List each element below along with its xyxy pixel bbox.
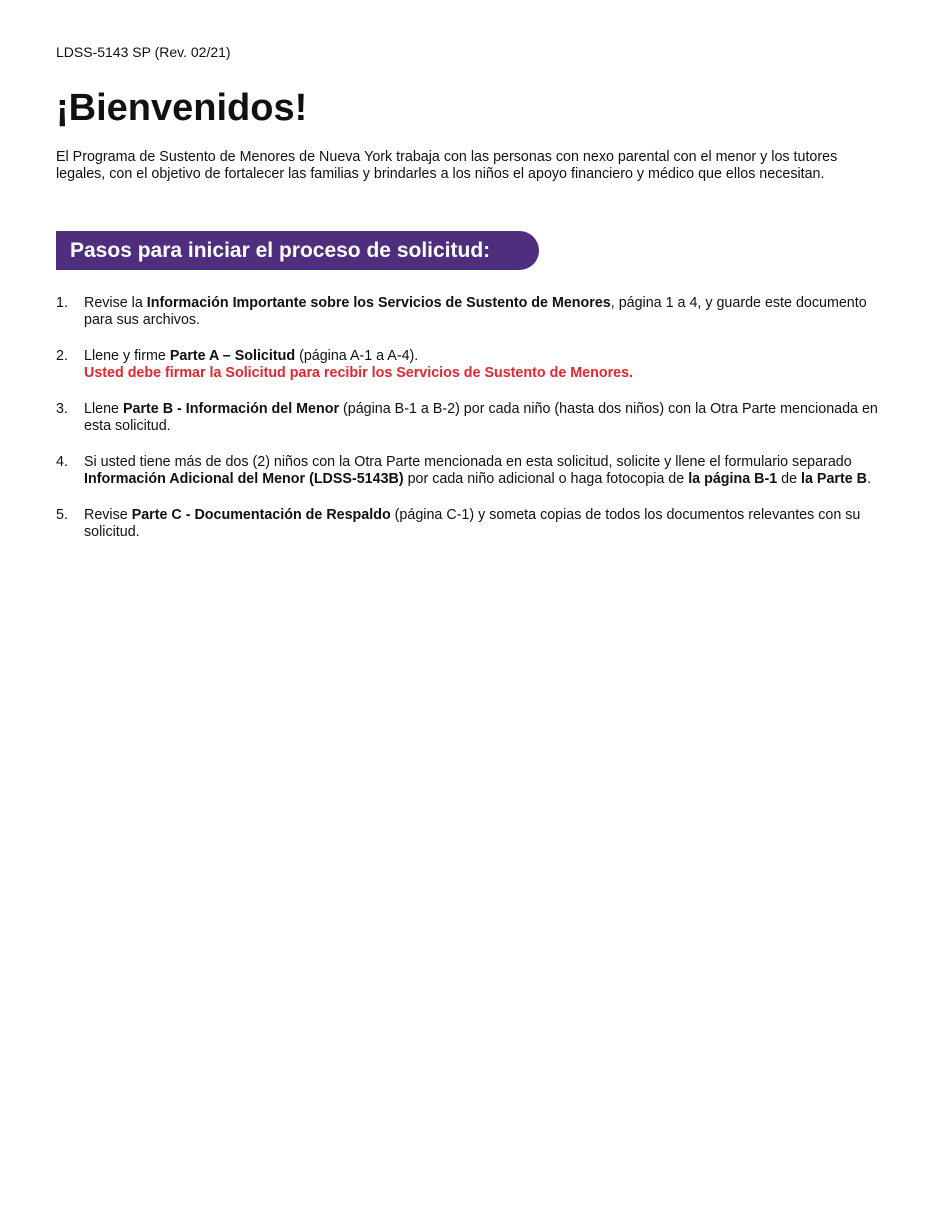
step-text-run: Si usted tiene más de dos (2) niños con la Otra Parte mencionada en esta solicitud, solicite y llene el formulario separado <box>84 454 852 470</box>
step-number: 5. <box>56 507 68 523</box>
step-text-bold: Parte A – Solicitud <box>169 348 296 364</box>
step-text-bold: la Parte B <box>801 471 867 487</box>
intro-paragraph: El Programa de Sustento de Menores de Nueva York trabaja con las personas con nexo parental con el menor y los tutores legales, con el objetivo de fortalecer las familias y brindarles a los niños el apoyo financiero y médico que ellos necesitan. <box>56 149 838 182</box>
steps-list <box>56 295 886 560</box>
step-text-bold: la página B-1 <box>688 471 778 487</box>
step-text-bold: Información Importante sobre los Servicios de Sustento de Menores <box>146 295 611 311</box>
step-text <box>84 295 886 329</box>
step-text <box>84 348 886 365</box>
form-id: LDSS-5143 SP (Rev. 02/21) <box>56 44 231 60</box>
steps-banner: Pasos para iniciar el proceso de solicitud: <box>56 231 539 270</box>
step-text-run: (página A-1 a A-4). <box>295 348 419 364</box>
page-title: ¡Bienvenidos! <box>56 87 308 129</box>
step-text-bold: Parte C - Documentación de Respaldo <box>131 507 391 523</box>
step-item <box>56 401 886 435</box>
step-item <box>56 348 886 382</box>
step-text-run: . <box>867 471 871 487</box>
step-text-bold: Información Adicional del Menor (LDSS-5143B) <box>84 471 404 487</box>
step-number: 3. <box>56 401 68 417</box>
step-text <box>84 454 886 488</box>
step-text-run: Llene y firme <box>84 348 170 364</box>
step-text-bold: Parte B - Información del Menor <box>122 401 340 417</box>
step-item <box>56 295 886 329</box>
step-number: 2. <box>56 348 68 364</box>
step-text-run: de <box>777 471 802 487</box>
step-number: 4. <box>56 454 68 470</box>
signature-warning: Usted debe firmar la Solicitud para recibir los Servicios de Sustento de Menores. <box>84 365 634 381</box>
step-text-run: Revise la <box>84 295 147 311</box>
step-text-run: (página B-1 a B-2) por cada niño (hasta dos niños) con la Otra Parte mencionada en esta solicitud. <box>84 401 878 434</box>
step-text-run: por cada niño adicional o haga fotocopia de <box>403 471 689 487</box>
step-text-run: Llene <box>84 401 123 417</box>
step-item <box>56 454 886 488</box>
step-text <box>84 507 886 541</box>
step-text <box>84 401 886 435</box>
step-text-run: Revise <box>84 507 132 523</box>
step-item <box>56 507 886 541</box>
step-text-run: (página C-1) y someta copias de todos los documentos relevantes con su solicitud. <box>84 507 861 540</box>
step-number: 1. <box>56 295 68 311</box>
step-text-run: , página 1 a 4, y guarde este documento para sus archivos. <box>84 295 867 328</box>
